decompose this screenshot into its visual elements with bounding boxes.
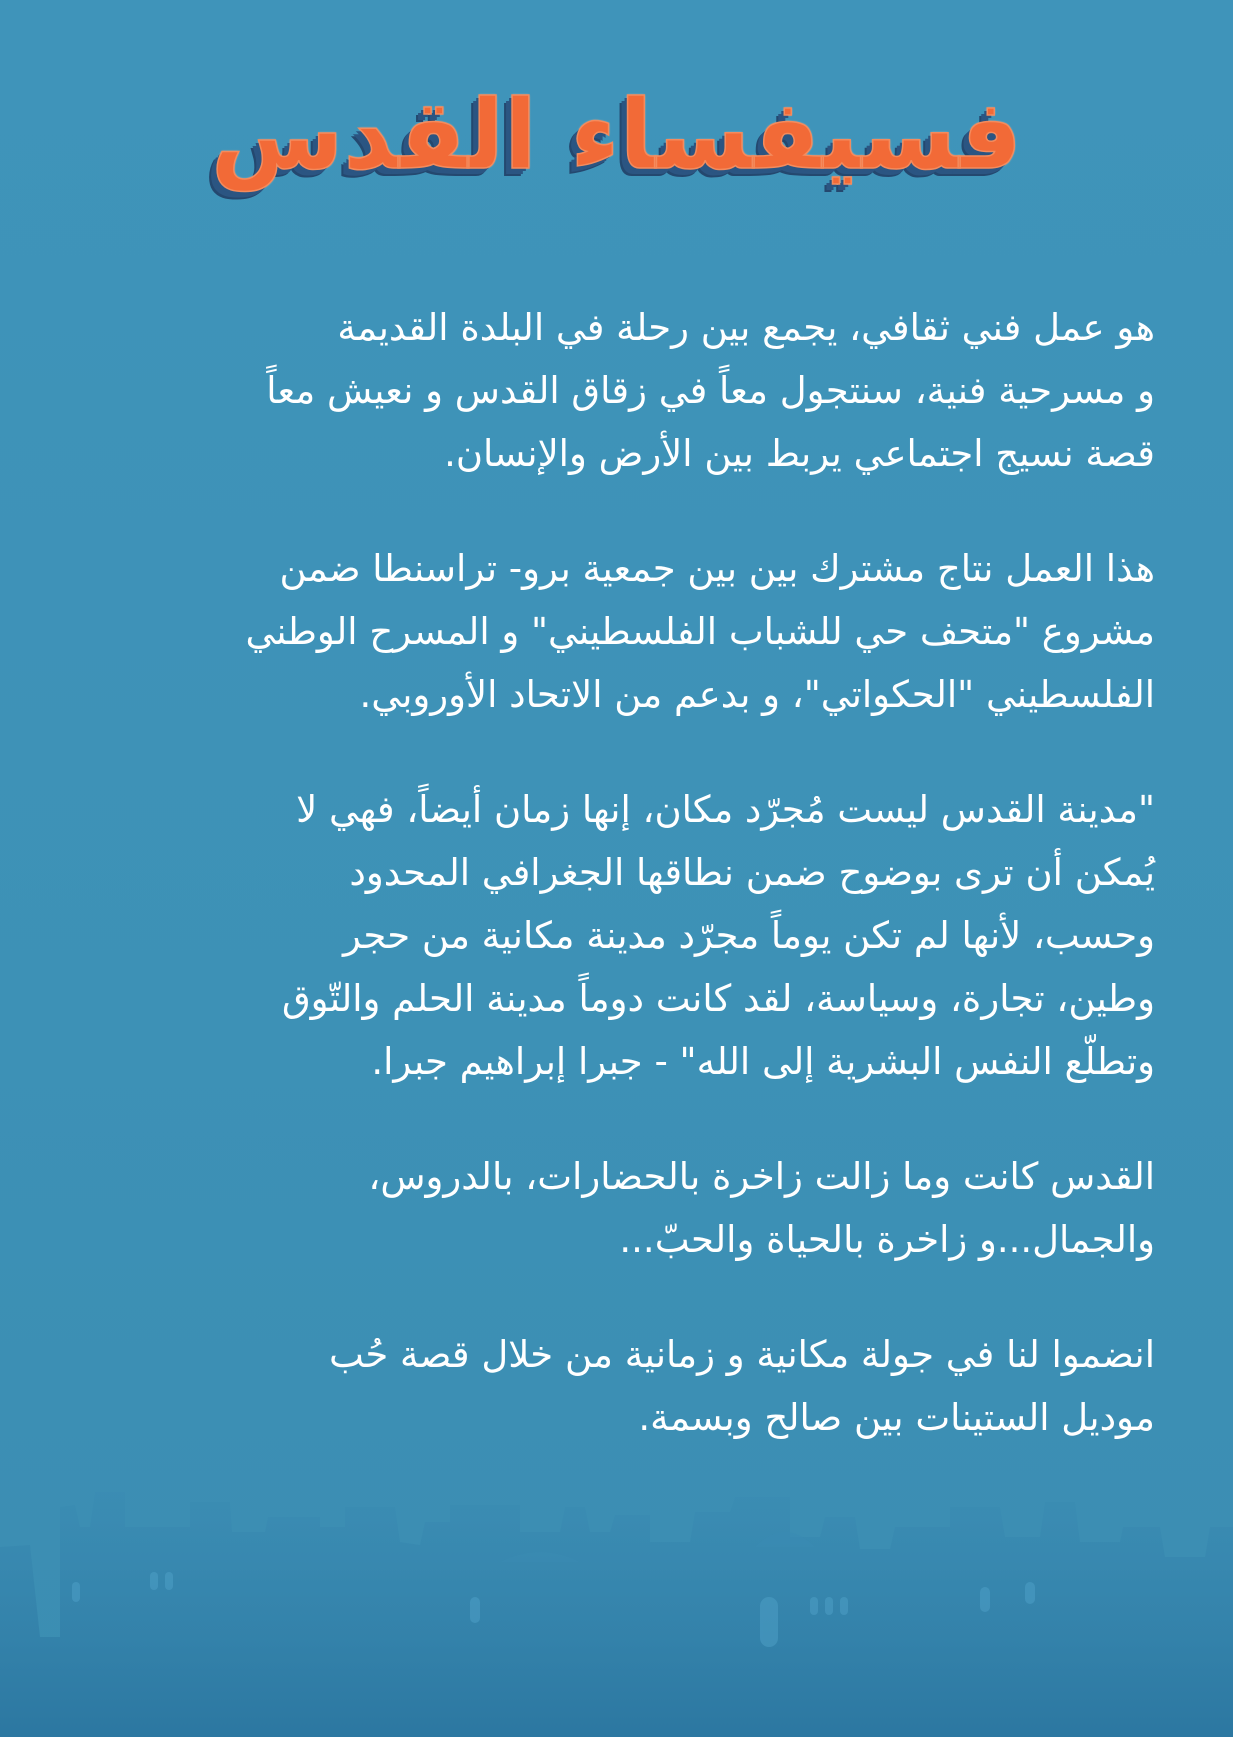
paragraph-invitation — [75, 1323, 1155, 1449]
text-line: قصة نسيج اجتماعي يربط بين الأرض والإنسان. — [444, 432, 1155, 475]
text-line: "مدينة القدس ليست مُجرّد مكان، إنها زمان أيضاً، فهي لا — [296, 788, 1155, 831]
text-line: الفلسطيني "الحكواتي"، و بدعم من الاتحاد الأوروبي. — [359, 673, 1155, 716]
text-line: يُمكن أن ترى بوضوح ضمن نطاقها الجغرافي المحدود — [349, 851, 1155, 894]
text-line: مشروع "متحف حي للشباب الفلسطيني" و المسرح الوطني — [245, 610, 1155, 653]
text-line: انضموا لنا في جولة مكانية و زمانية من خلال قصة حُب — [329, 1333, 1155, 1376]
paragraph-intro — [75, 296, 1155, 485]
paragraph-partners — [75, 537, 1155, 726]
page-title: فسيفساء القدس — [210, 79, 1023, 191]
text-line: وحسب، لأنها لم تكن يوماً مجرّد مدينة مكانية من حجر — [342, 914, 1155, 957]
text-line: وطين، تجارة، وسياسة، لقد كانت دوماً مدينة الحلم والتّوق — [281, 977, 1155, 1020]
text-line: القدس كانت وما زالت زاخرة بالحضارات، بالدروس، — [368, 1155, 1155, 1198]
text-line: هو عمل فني ثقافي، يجمع بين رحلة في البلدة القديمة — [337, 306, 1155, 349]
title-container — [0, 70, 1233, 200]
text-line: والجمال...و زاخرة بالحياة والحبّ... — [619, 1218, 1155, 1261]
jerusalem-skyline-silhouette — [0, 1487, 1233, 1737]
text-line: هذا العمل نتاج مشترك بين بين جمعية برو- تراسنطا ضمن — [279, 547, 1155, 590]
paragraph-civilizations — [75, 1145, 1155, 1271]
text-line: وتطلّع النفس البشرية إلى الله" - جبرا إبراهيم جبرا. — [371, 1040, 1155, 1083]
text-line: موديل الستينات بين صالح وبسمة. — [638, 1396, 1155, 1439]
body-text — [75, 296, 1155, 1501]
text-line: و مسرحية فنية، سنتجول معاً في زقاق القدس و نعيش معاً — [266, 369, 1155, 412]
paragraph-quote — [75, 778, 1155, 1093]
